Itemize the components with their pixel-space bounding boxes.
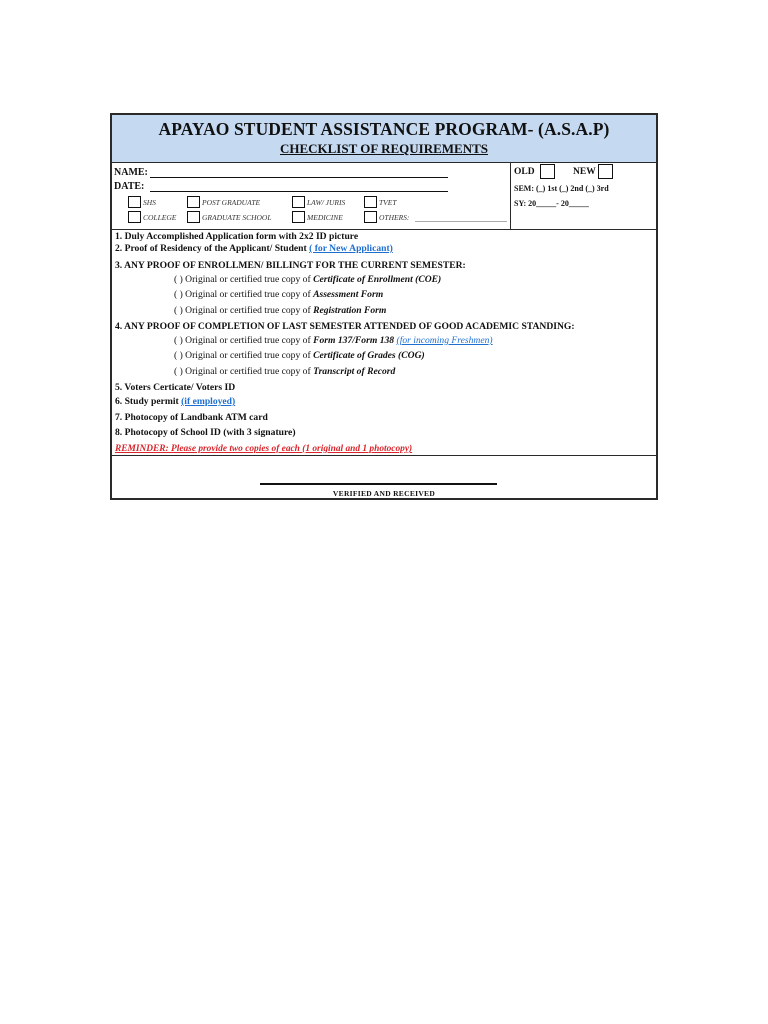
others-checkbox[interactable] [364, 211, 377, 223]
checklist-form [110, 113, 658, 500]
school-year-field[interactable]: SY: 20_____- 20_____ [514, 199, 589, 208]
employed-note: (if employed) [181, 396, 236, 407]
graduate-school-checkbox[interactable] [187, 211, 200, 223]
sub-requirement [174, 274, 441, 286]
requirement-item: 5. Voters Certicate/ Voters ID [115, 382, 236, 393]
sub-document: Certificate of Enrollment (COE) [313, 274, 442, 285]
old-label: OLD [514, 167, 535, 177]
sub-requirement [174, 335, 493, 347]
law-juris-checkbox[interactable] [292, 196, 305, 208]
reminder-text: REMINDER: Please provide two copies of each (1 original and 1 photocopy) [115, 444, 413, 454]
college-checkbox[interactable] [128, 211, 141, 223]
old-checkbox[interactable] [540, 164, 555, 179]
freshmen-note: (for incoming Freshmen) [396, 335, 493, 346]
graduate-school-label: GRADUATE SCHOOL [202, 213, 272, 222]
requirement-item: 3. ANY PROOF OF ENROLLMEN/ BILLINGT FOR THE CURRENT SEMESTER: [115, 260, 466, 271]
sub-prefix: ( ) Original or certified true copy of [174, 305, 311, 316]
sub-requirement [174, 305, 386, 317]
date-label: DATE: [114, 181, 145, 192]
others-label: OTHERS: [379, 213, 410, 222]
requirement-text: 6. Study permit [115, 396, 179, 407]
requirements-list [112, 230, 656, 456]
name-label: NAME: [114, 167, 148, 178]
new-checkbox[interactable] [598, 164, 613, 179]
requirement-item [115, 396, 235, 408]
medicine-checkbox[interactable] [292, 211, 305, 223]
requirement-text: 2. Proof of Residency of the Applicant/ Student [115, 243, 307, 254]
shs-checkbox[interactable] [128, 196, 141, 208]
sub-document: Registration Form [313, 305, 387, 316]
post-graduate-checkbox[interactable] [187, 196, 200, 208]
verification-section [112, 456, 656, 502]
name-field[interactable] [150, 177, 448, 178]
tvet-checkbox[interactable] [364, 196, 377, 208]
sub-prefix: ( ) Original or certified true copy of [174, 335, 311, 346]
others-field[interactable] [415, 221, 507, 222]
tvet-label: TVET [379, 198, 397, 207]
signature-line[interactable] [260, 483, 497, 485]
sub-requirement [174, 366, 395, 378]
shs-label: SHS [143, 198, 156, 207]
sub-prefix: ( ) Original or certified true copy of [174, 274, 311, 285]
form-subtitle: CHECKLIST OF REQUIREMENTS [279, 141, 489, 156]
medicine-label: MEDICINE [307, 213, 343, 222]
sub-document: Assessment Form [313, 289, 384, 300]
new-applicant-note: ( for New Applicant) [309, 243, 393, 254]
post-graduate-label: POST GRADUATE [202, 198, 261, 207]
requirement-item: 8. Photocopy of School ID (with 3 signature) [115, 427, 296, 438]
sub-requirement [174, 350, 425, 362]
requirement-item: 1. Duly Accomplished Application form with 2x2 ID picture [115, 231, 359, 242]
sub-prefix: ( ) Original or certified true copy of [174, 366, 311, 377]
enrollment-status [512, 163, 656, 229]
date-field[interactable] [150, 191, 448, 192]
sub-prefix: ( ) Original or certified true copy of [174, 289, 311, 300]
applicant-details [112, 163, 511, 229]
requirement-item: 4. ANY PROOF OF COMPLETION OF LAST SEMESTER ATTENDED OF GOOD ACADEMIC STANDING: [115, 321, 575, 332]
applicant-info-section [112, 163, 656, 230]
sub-document: Form 137/Form 138 [313, 335, 395, 346]
sub-prefix: ( ) Original or certified true copy of [174, 350, 311, 361]
sub-document: Certificate of Grades (COG) [313, 350, 425, 361]
requirement-item: 7. Photocopy of Landbank ATM card [115, 412, 268, 423]
semester-selector[interactable]: SEM: (_) 1st (_) 2nd (_) 3rd [514, 184, 609, 193]
new-label: NEW [573, 167, 596, 177]
requirement-item [115, 243, 393, 255]
law-juris-label: LAW/ JURIS [307, 198, 346, 207]
form-header [112, 115, 656, 163]
form-title: APAYAO STUDENT ASSISTANCE PROGRAM- (A.S.A.P) [158, 119, 610, 139]
sub-requirement [174, 289, 383, 301]
verified-label: VERIFIED AND RECEIVED [332, 489, 436, 498]
sub-document: Transcript of Record [313, 366, 396, 377]
college-label: COLLEGE [143, 213, 177, 222]
